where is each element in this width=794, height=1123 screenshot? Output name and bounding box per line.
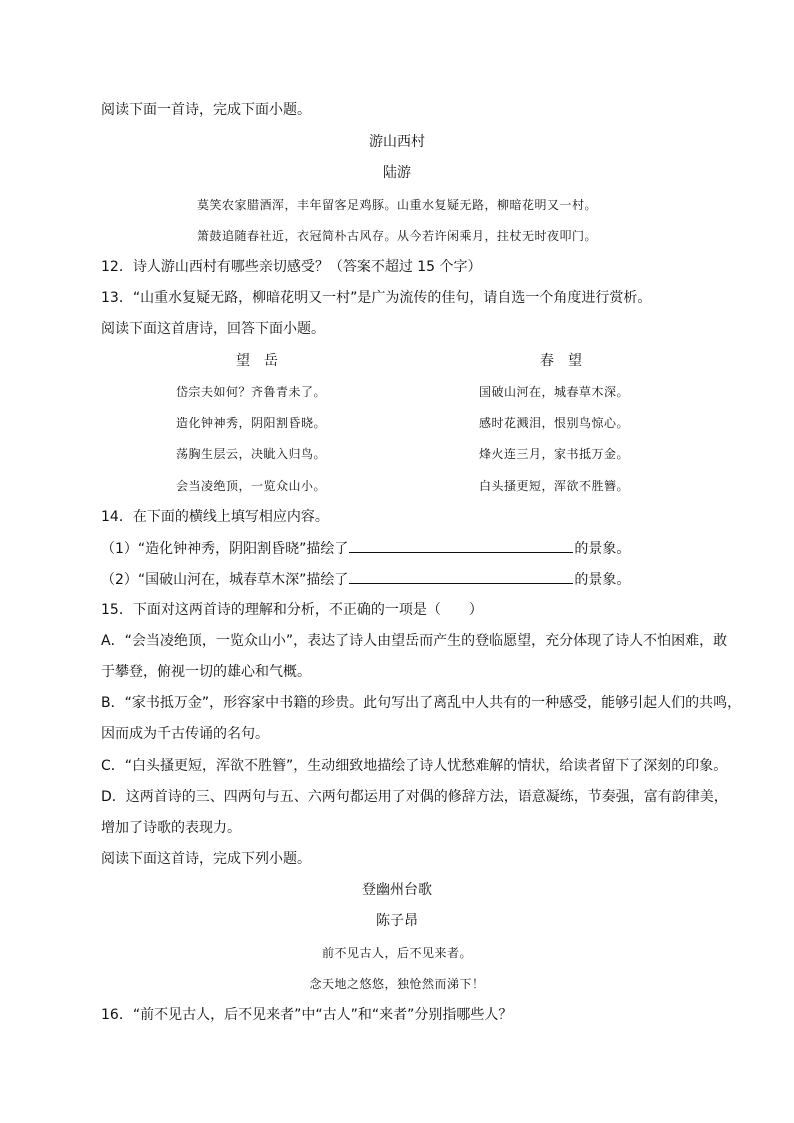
poem-2-line-1: 岱宗夫如何？齐鲁青未了。 bbox=[176, 385, 327, 399]
question-15-option-d-line-2: 增加了诗歌的表现力。 bbox=[101, 820, 241, 836]
poem-4-line-2: 念天地之悠悠，独怆然而涕下！ bbox=[309, 977, 485, 991]
question-14-item-1-prefix: （1）“造化钟神秀，阴阳割昏晓”描绘了 bbox=[101, 541, 349, 557]
question-12: 12．诗人游山西村有哪些亲切感受？（答案不超过 15 个字） bbox=[101, 259, 482, 275]
question-14-item-2 bbox=[101, 569, 630, 590]
question-14-stem: 14．在下面的横线上填写相应内容。 bbox=[101, 509, 329, 525]
question-15-option-b-line-1: B．“家书抵万金”，形容家中书籍的珍贵。此句写出了离乱中人共有的一种感受，能够引起人们的共鸣， bbox=[101, 695, 742, 711]
question-15-stem: 15．下面对这两首诗的理解和分析，不正确的一项是（ ） bbox=[101, 602, 483, 618]
poem-2-line-4: 会当凌绝顶，一览众山小。 bbox=[176, 479, 327, 493]
answer-blank-1[interactable] bbox=[349, 538, 573, 553]
question-15-option-a-line-1: A．“会当凌绝顶，一览众山小”，表达了诗人由望岳而产生的登临愿望，充分体现了诗人不怕困难，敢 bbox=[101, 633, 728, 649]
question-16: 16．“前不见古人，后不见来者”中“古人”和“来者”分别指哪些人？ bbox=[101, 1007, 513, 1023]
poem-1-title: 游山西村 bbox=[369, 134, 425, 150]
poem-3-line-2: 感时花溅泪，恨别鸟惊心。 bbox=[479, 416, 630, 430]
poem-1-author: 陆游 bbox=[383, 165, 411, 181]
poem-4-title: 登幽州台歌 bbox=[362, 882, 432, 898]
poem-3-title: 春 望 bbox=[540, 353, 582, 369]
intro-2: 阅读下面这首唐诗，回答下面小题。 bbox=[101, 321, 325, 337]
intro-1: 阅读下面一首诗，完成下面小题。 bbox=[101, 102, 311, 118]
question-14-item-2-prefix: （2）“国破山河在，城春草木深”描绘了 bbox=[101, 572, 349, 588]
question-14-item-1-suffix: 的景象。 bbox=[574, 541, 631, 557]
question-15-option-d-line-1: D．这两首诗的三、四两句与五、六两句都运用了对偶的修辞方法，语意凝练，节奏强，富有韵律美， bbox=[101, 789, 728, 805]
poem-1-line-2: 箫鼓追随春社近，衣冠简朴古风存。从今若许闲乘月，拄杖无时夜叩门。 bbox=[196, 229, 597, 243]
poem-3-line-3: 烽火连三月，家书抵万金。 bbox=[479, 447, 630, 461]
poem-1-line-1: 莫笑农家腊酒浑，丰年留客足鸡豚。山重水复疑无路，柳暗花明又一村。 bbox=[196, 198, 597, 212]
question-14-item-1 bbox=[101, 538, 630, 559]
question-15-option-b-line-2: 因而成为千古传诵的名句。 bbox=[101, 726, 269, 742]
poem-3-line-4: 白头搔更短，浑欲不胜簪。 bbox=[479, 479, 630, 493]
intro-3: 阅读下面这首诗，完成下列小题。 bbox=[101, 851, 311, 867]
poem-2-line-3: 荡胸生层云，决眦入归鸟。 bbox=[176, 447, 327, 461]
poem-2-title: 望 岳 bbox=[236, 353, 278, 369]
poem-4-author: 陈子昂 bbox=[376, 913, 418, 929]
answer-blank-2[interactable] bbox=[349, 569, 573, 584]
question-15-option-a-line-2: 于攀登，俯视一切的雄心和气概。 bbox=[101, 664, 311, 680]
question-15-option-c: C．“白头搔更短，浑欲不胜簪”，生动细致地描绘了诗人忧愁难解的情状，给读者留下了深刻的印象。 bbox=[101, 758, 728, 774]
poem-2-line-2: 造化钟神秀，阴阳割昏晓。 bbox=[176, 416, 327, 430]
question-14-item-2-suffix: 的景象。 bbox=[574, 572, 631, 588]
poem-3-line-1: 国破山河在，城春草木深。 bbox=[479, 385, 630, 399]
question-13: 13．“山重水复疑无路，柳暗花明又一村”是广为流传的佳句，请自选一个角度进行赏析。 bbox=[101, 290, 652, 306]
poem-4-line-1: 前不见古人，后不见来者。 bbox=[321, 946, 472, 960]
